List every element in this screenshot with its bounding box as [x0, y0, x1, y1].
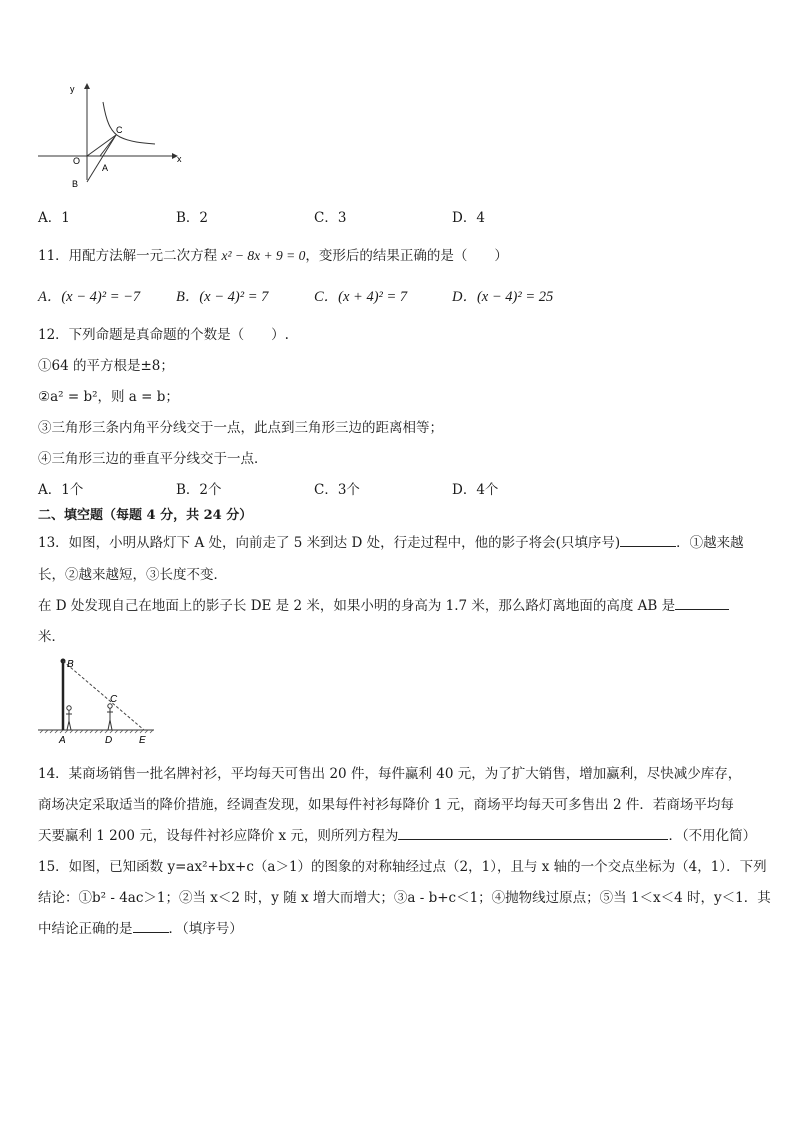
q14-line-3a: 天要赢利 1 200 元，设每件衬衫应降价 x 元，则所列方程为 — [38, 828, 399, 844]
q15-line-2: 结论：①b² - 4ac＞1；②当 x＜2 时，y 随 x 增大而增大；③a - b+c＜1；④抛物线过原点；⑤当 1＜x＜4 时，y＜1．其 — [38, 890, 771, 906]
q15-line-3b: ．（填序号） — [168, 921, 243, 937]
section-title: 二、填空题（每题 4 分，共 24 分） — [38, 508, 253, 523]
q12-option-b: B．2个 — [176, 482, 222, 498]
segment-oc — [87, 135, 116, 156]
q12-stem: 12．下列命题是真命题的个数是（ ）. — [38, 327, 289, 343]
y-axis-arrow — [84, 83, 90, 89]
segment-bc — [87, 135, 116, 182]
q13-line-2: 长，②越来越短，③长度不变． — [38, 567, 227, 583]
label-b: B — [72, 179, 79, 189]
q12-option-c: C．3个 — [314, 482, 360, 498]
label-e: E — [139, 735, 146, 746]
q12-item-4: ④三角形三边的垂直平分线交于一点． — [38, 451, 268, 467]
label-c: C — [110, 694, 118, 705]
label-a: A — [59, 735, 66, 746]
q12-option-a: A．1个 — [38, 482, 84, 498]
q11-option-c: C．(x + 4)² = 7 — [314, 289, 408, 305]
q15-line-3a: 中结论正确的是 — [38, 921, 133, 937]
q12-item-1: ①64 的平方根是±8； — [38, 358, 174, 374]
label-x: x — [177, 154, 182, 164]
q13-line-1b: ．①越来越 — [676, 535, 744, 551]
label-d: D — [105, 735, 113, 746]
q13-blank-1[interactable] — [620, 533, 676, 547]
label-o: O — [73, 156, 81, 166]
q13-line-3 — [38, 594, 729, 614]
label-y: y — [70, 84, 75, 94]
q11-option-b: B．(x − 4)² = 7 — [176, 289, 269, 305]
q14-line-3 — [38, 824, 756, 844]
label-a: A — [102, 163, 109, 173]
q14-line-2: 商场决定采取适当的降价措施，经调查发现，如果每件衬衫每降价 1 元，商场平均每天可多售出 2 件．若商场平均每 — [38, 797, 734, 813]
q13-line-1a: 13．如图，小明从路灯下 A 处，向前走了 5 米到达 D 处，行走过程中，他的影子将会(只填序号) — [38, 535, 621, 551]
q10-option-b: B．2 — [176, 210, 209, 226]
q14-line-1: 14．某商场销售一批名牌衬衫，平均每天可售出 20 件，每件赢利 40 元，为了扩大销售，增加赢利，尽快减少库存， — [38, 766, 742, 782]
q11-option-a: A．(x − 4)² = −7 — [38, 289, 141, 305]
q13-line-3-text: 在 D 处发现自己在地面上的影子长 DE 是 2 米，如果小明的身高为 1.7 米，那么路灯离地面的高度 AB 是 — [38, 598, 676, 614]
label-c: C — [116, 125, 123, 135]
q10-figure — [30, 80, 200, 195]
label-b: B — [67, 659, 74, 670]
q14-line-3b: ．（不用化简） — [668, 828, 757, 844]
q13-line-4: 米． — [38, 629, 65, 645]
q13-figure — [36, 654, 160, 746]
q11-option-d: D．(x − 4)² = 25 — [452, 289, 554, 305]
q14-blank[interactable] — [398, 826, 668, 840]
q11-stem-pre: 11．用配方法解一元二次方程 — [38, 248, 222, 264]
q15-line-1: 15．如图，已知函数 y=ax²+bx+c（a＞1）的图象的对称轴经过点（2，1），且与 x 轴的一个交点坐标为（4，1）．下列 — [38, 859, 767, 875]
q10-option-c: C．3 — [314, 210, 347, 226]
q13-line-1 — [38, 531, 744, 551]
person-at-d — [107, 704, 113, 730]
q11-equation: x² − 8x + 9 = 0 — [221, 248, 306, 263]
q10-option-a: A．1 — [38, 210, 70, 226]
q15-line-3 — [38, 917, 243, 937]
q12-item-3: ③三角形三条内角平分线交于一点，此点到三角形三边的距离相等； — [38, 420, 443, 436]
q11-stem-post: ，变形后的结果正确的是（ ） — [305, 248, 508, 264]
light-ray — [63, 661, 144, 730]
q12-item-2: ②a² = b²，则 a = b； — [38, 389, 179, 405]
q12-option-d: D．4个 — [452, 482, 499, 498]
hyperbola-curve — [103, 102, 155, 144]
q10-option-d: D．4 — [452, 210, 485, 226]
q15-blank[interactable] — [133, 919, 169, 933]
q11-stem — [38, 244, 508, 264]
q13-blank-2[interactable] — [675, 596, 729, 610]
segment-ac — [100, 135, 116, 156]
person-at-a — [66, 706, 72, 730]
